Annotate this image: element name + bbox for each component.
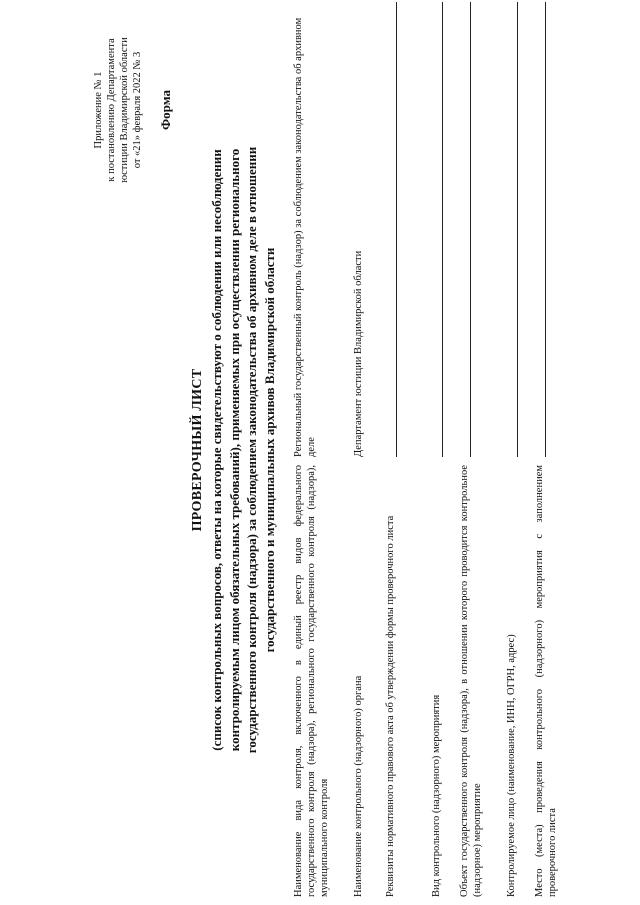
row-blank-line [545,2,546,457]
row-blank-line [517,2,518,457]
row-label: Наименование вида контроля, включенного в единый реестр видов федерального государственного контроля (надзора), регионального государственного контроля (надзора), муниципального контроля [293,465,330,897]
row-label: Контролируемое лицо (наименование, ИНН, ОГРН, адрес) [506,634,517,897]
row-value: Региональный государственный контроль (надзор) за соблюдением законодательства об архивном деле [293,17,317,457]
row-label: Объект государственного контроля (надзора), в отношении которого проводится контрольное (надзорное) мероприятие [459,465,483,897]
subtitle-line-1: (список контрольных вопросов, ответы на которые свидетельствуют о соблюдении или несоблюдении [209,149,224,751]
appendix-line-3: юстиции Владимирской области [119,37,130,183]
subtitle-line-3: государственного контроля (надзора) за соблюдением законодательства об архивном деле в отношении [244,146,259,754]
appendix-header [92,15,144,205]
appendix-line-2: к постановлению Департамента [106,38,117,182]
row-value: Департамент юстиции Владимирской области [353,250,364,457]
row-blank-line [470,2,471,457]
row-blank-line [442,2,443,457]
subtitle-line-4: государственного и муниципальных архивов Владимирской области [261,247,277,653]
row-label: Вид контрольного (надзорного) мероприятия [431,694,442,897]
form-label: Форма [158,90,173,130]
row-blank-line [396,2,397,457]
subtitle-line-2: контролируемым лицом обязательных требований), применяемых при осуществлении регионального [226,148,242,752]
row-label: Наименование контрольного (надзорного) органа [353,675,364,897]
document-subtitle [208,35,278,865]
appendix-line-4: от «21» февраля 2022 № 3 [132,51,143,169]
document-title: ПРОВЕРОЧНЫЙ ЛИСТ [190,368,205,532]
row-label: Реквизиты нормативного правового акта об утверждении формы проверочного листа [385,515,396,897]
appendix-line-1: Приложение № 1 [93,71,104,149]
row-label: Место (места) проведения контрольного (надзорного) мероприятия с заполнением проверочного листа [534,465,558,897]
